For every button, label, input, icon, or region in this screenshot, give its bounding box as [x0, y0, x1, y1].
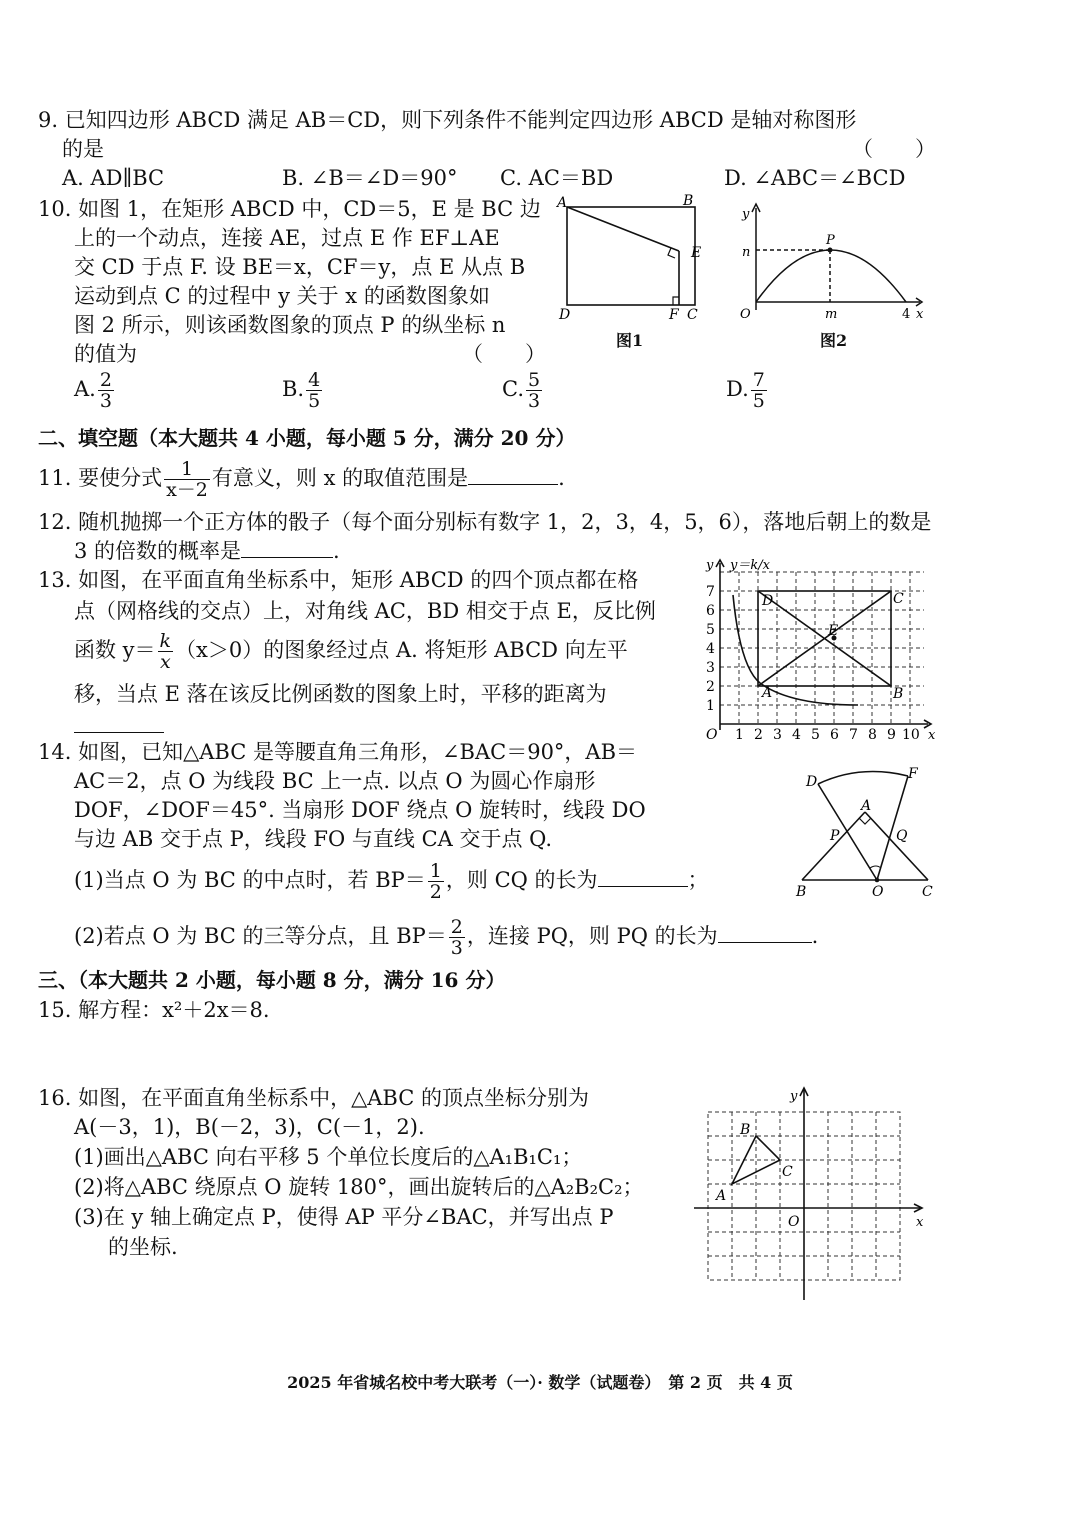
q13-handwritten-note: y＝k/x — [730, 558, 770, 573]
q14-label-f: F — [908, 766, 918, 782]
q13-label-b: B — [893, 686, 904, 702]
q10-line2: 上的一个动点，连接 AE，过点 E 作 EF⊥AE — [74, 226, 500, 250]
q13-k: k — [159, 630, 172, 652]
q10-option-d-num: 7 — [752, 369, 765, 391]
q10-line6: 的值为 — [74, 342, 137, 366]
q14-figure — [790, 762, 940, 902]
q16-figure — [690, 1082, 935, 1304]
q11-fraction — [164, 459, 210, 500]
q13-figure — [700, 555, 940, 745]
q13-xtick-8: 8 — [868, 727, 877, 743]
q13-xtick-1: 1 — [735, 727, 744, 743]
q10-option-b-den: 5 — [308, 390, 321, 412]
q10-option-a — [74, 370, 116, 411]
q14-label-o: O — [872, 884, 884, 900]
q13-line4: 移，当点 E 落在该反比例函数的图象上时，平移的距离为 — [74, 682, 607, 706]
q13-line3-prefix: 函数 y＝ — [74, 638, 156, 662]
q13-ytick-6: 6 — [706, 603, 715, 619]
q13-x-ticks — [735, 727, 920, 743]
q10-fig1-caption: 图1 — [616, 331, 644, 350]
q14-part2-den: 3 — [450, 937, 463, 959]
fig1-label-d: D — [559, 307, 571, 323]
q15-line: 15. 解方程：x²＋2x＝8. — [38, 998, 270, 1022]
q10-line4: 运动到点 C 的过程中 y 关于 x 的函数图象如 — [74, 284, 490, 308]
q13-k-over-x — [158, 631, 174, 672]
q14-part1-answer-blank[interactable] — [598, 866, 688, 887]
fig1-label-c: C — [687, 307, 698, 323]
q13-ytick-5: 5 — [706, 622, 715, 638]
q13-xtick-5: 5 — [811, 727, 820, 743]
q14-line2: AC＝2，点 O 为线段 BC 上一点. 以点 O 为圆心作扇形 — [74, 769, 596, 793]
q13-xtick-7: 7 — [849, 727, 858, 743]
q14-part2-num: 2 — [450, 916, 463, 938]
q11-suffix: 有意义，则 x 的取值范围是 — [211, 466, 469, 490]
q14-label-q: Q — [896, 828, 908, 844]
q10-option-d-fraction — [751, 370, 767, 411]
fig2-label-p: P — [826, 233, 835, 248]
q14-part1-prefix: (1)当点 O 为 BC 的中点时，若 BP＝ — [74, 868, 426, 892]
q13-y-label: y — [706, 558, 714, 573]
q9-option-c: C. AC＝BD — [500, 166, 614, 190]
q9-paren: （ ） — [852, 137, 936, 161]
rectangle-abcd — [567, 207, 695, 305]
q14-part2-suffix: ，连接 PQ，则 PQ 的长为 — [466, 924, 718, 948]
q14-label-a: A — [861, 798, 872, 814]
q13-x: x — [159, 651, 171, 673]
q13-line3 — [74, 630, 628, 672]
q13-y-ticks — [706, 584, 715, 714]
q14-part2-answer-blank[interactable] — [718, 922, 812, 943]
q11-denominator: x－2 — [166, 479, 208, 501]
q14-part1-num: 1 — [429, 860, 442, 882]
q13-xtick-4: 4 — [792, 727, 801, 743]
q14-part2-prefix: (2)若点 O 为 BC 的三等分点，且 BP＝ — [74, 924, 447, 948]
q10-figure2 — [730, 200, 930, 325]
q12-end: . — [333, 539, 340, 563]
q16-line1: 16. 如图，在平面直角坐标系中，△ABC 的顶点坐标分别为 — [38, 1086, 589, 1110]
q9-option-d: D. ∠ABC＝∠BCD — [724, 166, 906, 190]
q12-answer-blank[interactable] — [241, 537, 333, 558]
fig2-label-m: m — [825, 307, 838, 322]
q14-point-o — [875, 878, 880, 883]
q14-part1-den: 2 — [429, 881, 442, 903]
q14-line4: 与边 AB 交于点 P，线段 FO 与直线 CA 交于点 Q. — [74, 827, 552, 851]
q13-origin-label: O — [706, 727, 718, 743]
q16-line6: 的坐标. — [108, 1235, 178, 1259]
fig2-label-x: x — [916, 307, 924, 322]
q10-option-b — [282, 370, 324, 411]
q13-xtick-6: 6 — [830, 727, 839, 743]
q10-line5: 图 2 所示，则该函数图象的顶点 P 的纵坐标 n — [74, 313, 506, 337]
q12-line2 — [74, 537, 340, 565]
q16-line2: A(－3，1)，B(－2，3)，C(－1，2). — [74, 1115, 425, 1139]
q14-part1-suffix: ，则 CQ 的长为 — [445, 868, 598, 892]
q10-option-a-den: 3 — [99, 390, 112, 412]
q11-answer-blank[interactable] — [468, 464, 558, 485]
q11-numerator: 1 — [164, 459, 210, 480]
q13-line3-suffix: （x＞0）的图象经过点 A. 将矩形 ABCD 向左平 — [175, 638, 628, 662]
fig2-label-four: 4 — [902, 307, 911, 322]
fig2-label-y: y — [742, 207, 750, 222]
q13-x-label: x — [928, 728, 936, 743]
q10-line1: 10. 如图 1，在矩形 ABCD 中，CD＝5，E 是 BC 边 — [38, 197, 541, 221]
q14-part2 — [74, 916, 818, 958]
section-3-heading: 三、（本大题共 2 小题，每小题 8 分，满分 16 分） — [38, 968, 506, 992]
q14-label-c: C — [922, 884, 933, 900]
q16-label-c: C — [782, 1164, 793, 1180]
fig1-label-f: F — [669, 307, 679, 323]
q11-prefix: 11. 要使分式 — [38, 466, 163, 490]
q13-xtick-2: 2 — [754, 727, 763, 743]
q14-label-b: B — [796, 884, 807, 900]
segment-ac — [865, 812, 928, 880]
q14-part1-fraction — [428, 861, 444, 902]
q13-ytick-7: 7 — [706, 584, 715, 600]
q14-line1: 14. 如图，已知△ABC 是等腰直角三角形，∠BAC＝90°，AB＝ — [38, 740, 638, 764]
q13-label-a: A — [762, 685, 773, 701]
segment-ae — [567, 207, 679, 251]
q10-option-c — [502, 370, 544, 411]
q9-option-a: A. AD∥BC — [62, 166, 165, 190]
fig1-label-b: B — [683, 193, 694, 209]
q13-line2: 点（网格线的交点）上，对角线 AC，BD 相交于点 E，反比例 — [74, 599, 656, 623]
q10-fig2-caption: 图2 — [820, 331, 848, 350]
q9-option-b: B. ∠B＝∠D＝90° — [282, 166, 458, 190]
fig2-label-o: O — [740, 307, 751, 322]
q16-y-label: y — [790, 1089, 798, 1104]
q10-option-b-num: 4 — [308, 369, 321, 391]
q16-line5: (3)在 y 轴上确定点 P，使得 AP 平分∠BAC，并写出点 P — [74, 1205, 614, 1229]
q13-line1: 13. 如图，在平面直角坐标系中，矩形 ABCD 的四个顶点都在格 — [38, 568, 639, 592]
q10-option-a-fraction — [98, 370, 114, 411]
q10-option-d-den: 5 — [752, 390, 765, 412]
fig2-label-n: n — [742, 245, 751, 260]
q10-option-d — [726, 370, 769, 411]
parabola-curve — [756, 250, 906, 302]
q10-option-c-num: 5 — [528, 369, 541, 391]
q13-ytick-3: 3 — [706, 660, 715, 676]
q13-ytick-1: 1 — [706, 698, 715, 714]
q13-ytick-4: 4 — [706, 641, 715, 657]
q16-line4: (2)将△ABC 绕原点 O 旋转 180°，画出旋转后的△A₂B₂C₂； — [74, 1175, 644, 1199]
q14-part1 — [74, 860, 709, 902]
q14-part2-fraction — [449, 917, 465, 958]
q10-option-c-den: 3 — [528, 390, 541, 412]
page-footer: 2025 年省城名校中考大联考（一）· 数学（试题卷） 第 2 页 共 4 页 — [287, 1373, 793, 1392]
q10-option-c-label: C. — [502, 377, 524, 401]
q10-line3: 交 CD 于点 F. 设 BE＝x，CF＝y，点 E 从点 B — [74, 255, 526, 279]
q10-option-a-num: 2 — [99, 369, 112, 391]
q13-ytick-2: 2 — [706, 679, 715, 695]
fig1-label-a: A — [557, 195, 568, 211]
q16-label-b: B — [740, 1122, 751, 1138]
q16-line3: (1)画出△ABC 向右平移 5 个单位长度后的△A₁B₁C₁； — [74, 1145, 583, 1169]
q16-x-label: x — [916, 1215, 924, 1230]
q10-option-c-fraction — [526, 370, 542, 411]
q13-xtick-9: 9 — [887, 727, 896, 743]
q10-option-b-label: B. — [282, 377, 305, 401]
q14-label-d: D — [806, 774, 818, 790]
q14-part2-end: . — [811, 924, 819, 948]
q12-line1: 12. 随机抛掷一个正方体的骰子（每个面分别标有数字 1，2，3，4，5，6），落地后朝上的数是 — [38, 510, 932, 534]
q9-line1: 9. 已知四边形 ABCD 满足 AB＝CD，则下列条件不能判定四边形 ABCD 是轴对称图形 — [38, 108, 857, 132]
q13-xtick-10: 10 — [902, 727, 920, 743]
sector-arc — [818, 772, 908, 785]
q10-option-d-label: D. — [726, 377, 749, 401]
q11-line — [38, 458, 565, 500]
q13-xtick-3: 3 — [773, 727, 782, 743]
q13-answer-blank[interactable] — [74, 712, 164, 733]
q13-answer-blank-row — [74, 712, 164, 740]
q16-origin-label: O — [788, 1214, 800, 1230]
q13-label-d: D — [762, 593, 774, 609]
q16-label-a: A — [716, 1188, 727, 1204]
q12-line2-text: 3 的倍数的概率是 — [74, 539, 242, 563]
fig1-label-e: E — [691, 245, 702, 261]
q14-line3: DOF，∠DOF＝45°. 当扇形 DOF 绕点 O 旋转时，线段 DO — [74, 798, 646, 822]
section-2-heading: 二、填空题（本大题共 4 小题，每小题 5 分，满分 20 分） — [38, 426, 576, 450]
q14-label-p: P — [830, 828, 840, 844]
vertex-point — [828, 248, 833, 253]
q10-option-b-fraction — [306, 370, 322, 411]
q11-end: . — [558, 466, 565, 490]
q13-label-e: E — [828, 623, 839, 639]
q10-option-a-label: A. — [74, 377, 96, 401]
q10-paren: （ ） — [462, 342, 546, 366]
q9-line2: 的是 — [62, 137, 104, 161]
q13-label-c: C — [893, 591, 904, 607]
q14-part1-end: ； — [687, 868, 709, 892]
q10-figure1 — [555, 193, 715, 325]
